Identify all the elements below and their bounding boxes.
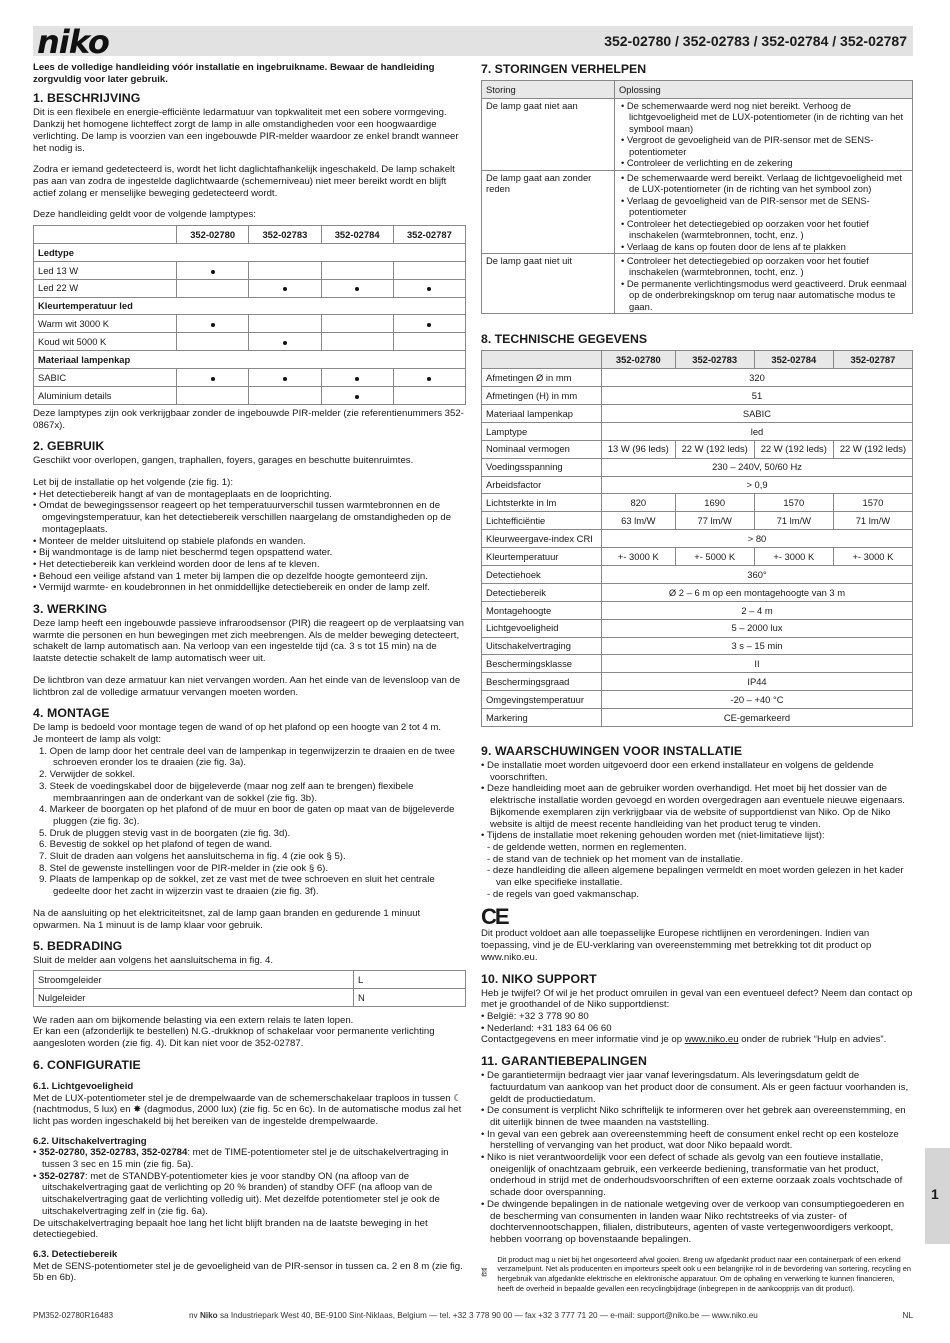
niko-website-link[interactable]: www.niko.eu <box>684 1034 739 1046</box>
table-row <box>482 440 913 458</box>
table-row <box>482 253 913 313</box>
row-value: L <box>354 970 466 988</box>
lamp-types-table <box>33 225 466 405</box>
bullet-dot-icon <box>211 323 215 327</box>
list-item: 9. Plaats de lampenkap op de sokkel, zet ze vast met de twee schroeven en sluit het centrale gedeelte door het zacht in wijzerzin vast te draaien (zie fig. 3f). <box>39 874 435 898</box>
list-item: • Controleer het detectiegebied op oorzaken voor het foutief inschakelen (warmtebronnen, tocht, enz. ) <box>621 254 869 278</box>
bullet-dot-icon <box>427 287 431 291</box>
table-header: 352-02780 <box>177 226 249 244</box>
row-label: Lichtsterkte in lm <box>482 494 602 512</box>
company-address: nv Niko sa Industriepark West 40, BE-9100 Sint-Niklaas, Belgium — tel. +32 3 778 90 00 — fax +32 3 777 71 20 — e-mail: support@niko.be — www.niko.eu <box>189 1311 758 1320</box>
group-row <box>34 297 466 315</box>
value-cell: 1570 <box>833 494 912 512</box>
page-footer <box>33 1311 913 1321</box>
table-header: 352-02784 <box>321 226 393 244</box>
value-cell: 320 <box>602 369 913 387</box>
row-label: Led 22 W <box>34 279 177 297</box>
value-cell: Ø 2 – 6 m op een montagehoogte van 3 m <box>602 583 913 601</box>
solution-cell <box>615 170 913 253</box>
table-row <box>482 530 913 548</box>
mark-cell <box>393 279 465 297</box>
paragraph: Heb je twijfel? Of wil je het product omruilen in geval van een eventueel defect? Neem dan contact op met je groothandel of de Niko supportdienst: <box>481 987 913 1011</box>
problem-cell: De lamp gaat aan zonder reden <box>482 170 615 253</box>
list-item: • Het detectiebereik kan verkleind worden door de lens af te kleven. <box>33 558 320 570</box>
value-cell: 77 lm/W <box>675 512 754 530</box>
table-row <box>482 619 913 637</box>
row-label: Nominaal vermogen <box>482 440 602 458</box>
mark-cell <box>177 279 249 297</box>
page-number-tab <box>925 1148 950 1244</box>
mark-cell <box>393 387 465 405</box>
row-label: Materiaal lampenkap <box>482 405 602 423</box>
mark-cell <box>321 315 393 333</box>
section-title: 2. GEBRUIK <box>33 439 105 454</box>
mark-cell <box>177 261 249 279</box>
section-title: 11. GARANTIEBEPALINGEN <box>481 1054 647 1069</box>
mark-cell <box>249 261 321 279</box>
mark-cell <box>249 315 321 333</box>
mark-cell <box>321 279 393 297</box>
niko-logo: niko <box>37 23 109 61</box>
paragraph: Zodra er iemand gedetecteerd is, wordt het licht daglichtafhankelijk ingeschakeld. De lamp schakelt pas aan van zodra de ingestelde daglichtwaarde (schemerniveau) niet meer bereikt wordt en blijft actief zolang er menselijke beweging gedetecteerd wordt. <box>33 164 455 199</box>
list-item: • Nederland: +31 183 64 06 60 <box>481 1022 612 1034</box>
row-label: Led 13 W <box>34 261 177 279</box>
value-cell: SABIC <box>602 405 913 423</box>
table-header: 352-02780 <box>602 351 676 369</box>
paragraph: Geschikt voor overlopen, gangen, traphallen, foyers, garages en beschutte buitenruimtes. <box>33 455 414 467</box>
row-label: Voedingsspanning <box>482 458 602 476</box>
usage-list <box>33 489 466 594</box>
bullet-dot-icon <box>355 377 359 381</box>
mark-cell <box>321 387 393 405</box>
paragraph: De uitschakelvertraging bepaalt hoe lang het licht blijft branden na de laatste beweging in het detectiegebied. <box>33 1217 428 1241</box>
list-item: • De dwingende bepalingen in de nationale wetgeving over de verkoop van consumptiegoederen en de bescherming van consumenten in landen waar Niko rechtstreeks of via zuster- of dochtervennootschappen, filialen, distributeurs, agenten of vaste vertegenwoordigers verkoopt, hebben voorrang op bovenstaande bepalingen. <box>481 1198 905 1245</box>
table-row <box>482 709 913 727</box>
row-label: Kleurweergave-index CRI <box>482 530 602 548</box>
troubleshooting-table <box>481 80 913 314</box>
row-label: Detectiebereik <box>482 583 602 601</box>
mark-cell <box>321 333 393 351</box>
paragraph: De lichtbron van deze armatuur kan niet vervangen worden. Aan het einde van de levensloop van de lichtbron zal de volledige armatuur vervangen moeten worden. <box>33 674 461 698</box>
value-cell: II <box>602 655 913 673</box>
subsection-title: 6.2. Uitschakelvertraging <box>33 1135 147 1147</box>
table-header <box>482 351 602 369</box>
table-row <box>482 422 913 440</box>
list-item: • Deze handleiding moet aan de gebruiker worden overhandigd. Het moet bij het dossier van de elektrische installatie worden gevoegd en worden overgedragen aan eventuele nieuwe eigenaars. Bijkomende exemplaren zijn verkrijgbaar via de website of supportdienst van Niko. Op de Niko website is altijd de meest recente handleiding van het product terug te vinden. <box>481 783 905 830</box>
value-cell: 22 W (192 leds) <box>833 440 912 458</box>
table-row <box>482 548 913 566</box>
value-cell: 2 – 4 m <box>602 601 913 619</box>
mark-cell <box>249 369 321 387</box>
value-cell: 71 lm/W <box>754 512 833 530</box>
mark-cell <box>177 369 249 387</box>
table-header: Oplossing <box>615 81 913 99</box>
list-item: • Controleer het detectiegebied op oorzaken voor het foutief inschakelen (warmtebronnen, tocht, enz. ) <box>621 217 869 241</box>
table-row <box>482 512 913 530</box>
bullet-dot-icon <box>211 377 215 381</box>
solution-cell <box>615 98 913 170</box>
list-item: • In geval van een gebrek aan overeenstemming heeft de consument enkel recht op een kosteloze herstelling of vervanging van het product, wat door Niko bepaald wordt. <box>481 1128 899 1152</box>
row-label: Afmetingen Ø in mm <box>482 369 602 387</box>
list-item: 7. Sluit de draden aan volgens het aansluitschema in fig. 4 (zie ook § 5). <box>39 851 346 863</box>
section-title: 4. MONTAGE <box>33 706 110 721</box>
mounting-steps <box>33 746 466 898</box>
row-label: Uitschakelvertraging <box>482 637 602 655</box>
table-row <box>482 458 913 476</box>
table-row <box>34 970 466 988</box>
problem-cell: De lamp gaat niet uit <box>482 253 615 313</box>
paragraph: Dit product voldoet aan alle toepasselijke Europese richtlijnen en verordeningen. Indien van toepassing, vind je de EU-verklaring van overeenstemming met betrekking tot dit product op www.niko.eu. <box>481 928 872 963</box>
table-header: 352-02787 <box>393 226 465 244</box>
document-code: PM352-02780R16483 <box>33 1311 114 1320</box>
row-label: Afmetingen (H) in mm <box>482 387 602 405</box>
table-row <box>482 691 913 709</box>
list-item: - deze handleiding die alleen algemene bepalingen vermeldt en moet worden gelezen in het kader van elke specifieke installatie. <box>487 865 904 889</box>
table-row <box>34 315 466 333</box>
table-row <box>482 637 913 655</box>
wiring-table <box>33 970 466 1007</box>
solution-cell <box>615 253 913 313</box>
solution-list <box>619 172 908 252</box>
value-cell: 820 <box>602 494 676 512</box>
value-cell: 3 s – 15 min <box>602 637 913 655</box>
section-title: 6. CONFIGURATIE <box>33 1057 141 1072</box>
left-column <box>33 62 466 1284</box>
weee-notice <box>481 1255 913 1294</box>
row-label: Arbeidsfactor <box>482 476 602 494</box>
list-item: • Behoud een veilige afstand van 1 meter bij lampen die op dezelfde hoogte gemonteerd zijn. <box>33 570 428 582</box>
value-cell: +- 3000 K <box>602 548 676 566</box>
table-row <box>482 566 913 584</box>
warnings-list <box>481 760 913 842</box>
table-row <box>34 333 466 351</box>
bullet-dot-icon <box>283 287 287 291</box>
row-label: Markering <box>482 709 602 727</box>
row-label: Nulgeleider <box>34 988 354 1006</box>
subsection-title: 6.1. Lichtgevoeligheid <box>33 1080 134 1092</box>
mark-cell <box>393 261 465 279</box>
list-item: • België: +32 3 778 90 80 <box>481 1010 589 1022</box>
value-cell: IP44 <box>602 673 913 691</box>
list-item: • De installatie moet worden uitgevoerd door een erkend installateur en volgens de geldende voorschriften. <box>481 760 874 783</box>
list-item: 2. Verwijder de sokkel. <box>39 769 135 781</box>
mark-cell <box>321 261 393 279</box>
value-cell: led <box>602 422 913 440</box>
list-item: • Monteer de melder uitsluitend op stabiele plafonds en wanden. <box>33 535 306 547</box>
row-label: Detectiehoek <box>482 566 602 584</box>
value-cell: -20 – +40 °C <box>602 691 913 709</box>
table-row <box>34 261 466 279</box>
technical-data-table <box>481 350 913 727</box>
value-cell: 230 – 240V, 50/60 Hz <box>602 458 913 476</box>
value-cell: +- 3000 K <box>754 548 833 566</box>
table-row <box>34 279 466 297</box>
mark-cell <box>393 333 465 351</box>
page-number: 1 <box>931 1186 939 1202</box>
paragraph: Met de SENS-potentiometer stel je de gevoeligheid van de PIR-sensor in tussen ca. 2 en 8 m (zie fig. 5b en 6b). <box>33 1260 463 1284</box>
list-item: • De consument is verplicht Niko schriftelijk te informeren over het gebrek aan overeenstemming, en dit uiterlijk binnen de twee maanden na vaststelling. <box>481 1105 906 1128</box>
table-row <box>482 655 913 673</box>
right-column <box>481 62 913 1293</box>
mark-cell <box>249 333 321 351</box>
bullet-dot-icon <box>355 287 359 291</box>
value-cell: 360° <box>602 566 913 584</box>
ce-mark-icon: CE <box>481 904 508 930</box>
paragraph: Let bij de installatie op het volgende (zie fig. 1): <box>33 477 233 489</box>
value-cell: > 0,9 <box>602 476 913 494</box>
row-label: Montagehoogte <box>482 601 602 619</box>
paragraph: Contactgegevens en meer informatie vind je op www.niko.eu onder de rubriek “Hulp en advies”. <box>481 1034 887 1046</box>
group-label: Materiaal lampenkap <box>34 351 466 369</box>
paragraph: Dit is een flexibele en energie-efficiënte ledarmatuur van topkwaliteit met een sobere vormgeving. Dankzij het homogene lichteffect zorgt de lamp in alle omstandigheden voor een hoogwaardige verlichting. De lamp is voorzien van een ingebouwde PIR-melder waardoor ze enkel brandt wanneer het nodig is. <box>33 107 459 154</box>
section-title: 8. TECHNISCHE GEGEVENS <box>481 332 648 347</box>
value-cell: 71 lm/W <box>833 512 912 530</box>
table-row <box>34 988 466 1006</box>
mark-cell <box>321 369 393 387</box>
mark-cell <box>393 315 465 333</box>
group-label: Ledtype <box>34 243 466 261</box>
mark-cell <box>177 387 249 405</box>
mark-cell <box>249 279 321 297</box>
bullet-dot-icon <box>355 395 359 399</box>
product-references: 352-02780 / 352-02783 / 352-02784 / 352-02787 <box>604 33 907 49</box>
subsection-title: 6.3. Detectiebereik <box>33 1248 118 1260</box>
row-label: Kleurtemperatuur <box>482 548 602 566</box>
paragraph: Deze handleiding geldt voor de volgende lamptypes: <box>33 209 256 221</box>
paragraph: Deze lamp heeft een ingebouwde passieve infraroodsensor (PIR) die reageert op de verplaatsing van warmte die personen en hun bewegingen met zich meebrengen. Als de melder beweging detecteert, schakelt de lamp automatisch aan. Na verloop van een ingestelde tijd (ca. 3 s tot 15 min) na de laatste detectie schakelt de lamp automatisch weer uit. <box>33 618 464 665</box>
table-row <box>482 405 913 423</box>
list-item: 6. Bevestig de sokkel op het plafond of tegen de wand. <box>39 839 273 851</box>
list-item: 5. Druk de pluggen stevig vast in de boorgaten (zie fig. 3d). <box>39 827 291 839</box>
list-item: 8. Stel de gewenste instellingen voor de PIR-melder in (zie ook § 6). <box>39 862 329 874</box>
table-row <box>482 98 913 170</box>
page-header <box>33 23 913 61</box>
group-label: Kleurtemperatuur led <box>34 297 466 315</box>
table-row <box>34 387 466 405</box>
value-cell: > 80 <box>602 530 913 548</box>
weee-text: Dit product mag u niet bij het ongesorteerd afval gooien. Breng uw afgedankt product naar een containerpark of een erkend verzamelpunt. Net als producenten en importeurs speelt ook u een belangrijke rol in de bevordering van sortering, recycling en hergebruik van afgedankte elektrische en elektronische apparatuur. Om de ophaling en verwerking te kunnen financieren, heeft de overheid in bepaalde gevallen een recyclingbijdrage (inbegrepen in de aankoopprijs van dit product). <box>497 1254 912 1293</box>
table-row <box>482 673 913 691</box>
value-cell: +- 3000 K <box>833 548 912 566</box>
row-label: Aluminium details <box>34 387 177 405</box>
list-item: - de regels van goed vakmanschap. <box>487 888 640 900</box>
delay-list <box>33 1147 466 1217</box>
paragraph: We raden aan om bijkomende belasting via een extern relais te laten lopen. <box>33 1014 354 1026</box>
value-cell: 5 – 2000 lux <box>602 619 913 637</box>
table-row <box>482 387 913 405</box>
row-label: Lichtefficiëntie <box>482 512 602 530</box>
list-item: • Vergroot de gevoeligheid van de PIR-sensor met de SENS-potentiometer <box>621 134 874 157</box>
list-item: • Het detectiebereik hangt af van de montageplaats en de looprichting. <box>33 488 332 500</box>
section-title: 10. NIKO SUPPORT <box>481 971 597 986</box>
row-label: Lichtgevoeligheid <box>482 619 602 637</box>
paragraph: Met de LUX-potentiometer stel je de drempelwaarde van de schemerschakelaar traploos in tussen ☾ (nachtmodus, 5 lux) en ✸ (dagmodus, 2000 lux) (zie fig. 5c en 6c). In de automatische modus zal het licht pas worden ingeschakeld bij het bereiken van de ingestelde drempelwaarde. <box>33 1092 462 1127</box>
bullet-dot-icon <box>427 323 431 327</box>
list-item: - de stand van de techniek op het moment van de installatie. <box>487 853 744 865</box>
list-item: • Vermijd warmte- en koudebronnen in het onmiddellijke detectiebereik en onder de lamp zelf. <box>33 582 430 594</box>
list-item: • 352-02787: met de STANDBY-potentiometer kies je voor standby ON (na afloop van de uitschakelvertraging gaat de verlichting op 20 % branden) of standby OFF (na afloop van de uitschakelvertraging gaat de verlichting volledig uit). Met dezelfde potentiometer stel je ook de uitschakelvertraging zelf in (zie fig. 6a). <box>33 1170 440 1217</box>
list-item: 4. Markeer de boorgaten op het plafond of de muur en boor de gaten op maat van de bijgeleverde pluggen (zie fig. 3c). <box>39 804 455 827</box>
row-label: Beschermingsklasse <box>482 655 602 673</box>
value-cell: 22 W (192 leds) <box>675 440 754 458</box>
table-header <box>34 226 177 244</box>
mark-cell <box>393 369 465 387</box>
bullet-dot-icon <box>283 377 287 381</box>
list-item: • De schemerwaarde werd bereikt. Verlaag de lichtgevoeligheid met de LUX-potentiometer (in de richting van het symbool zon) <box>621 171 903 195</box>
considerations-list <box>481 842 913 901</box>
value-cell: 63 lm/W <box>602 512 676 530</box>
paragraph: Er kan een (afzonderlijk te bestellen) N.G.-drukknop of schakelaar voor permanente verlichting aangesloten worden (zie fig. 4). Dit kan niet voor de 352-02787. <box>33 1026 435 1050</box>
list-item: • De permanente verlichtingsmodus werd geactiveerd. Druk eenmaal op de onderbrekingsknop om terug naar automatische modus te gaan. <box>621 277 907 312</box>
list-item: • Verlaag de gevoeligheid van de PIR-sensor met de SENS-potentiometer <box>621 194 870 218</box>
table-header: 352-02784 <box>754 351 833 369</box>
list-item: - de geldende wetten, normen en reglementen. <box>487 841 687 853</box>
bullet-dot-icon <box>283 341 287 345</box>
section-title: 5. BEDRADING <box>33 939 123 954</box>
table-row <box>482 170 913 253</box>
value-cell: CE-gemarkeerd <box>602 709 913 727</box>
table-header: 352-02783 <box>675 351 754 369</box>
table-header: Storing <box>482 81 615 99</box>
mark-cell <box>249 387 321 405</box>
section-title: 3. WERKING <box>33 602 108 617</box>
bullet-dot-icon <box>211 270 215 274</box>
paragraph: De lamp is bedoeld voor montage tegen de wand of op het plafond op een hoogte van 2 tot 4 m. <box>33 722 442 734</box>
table-header: 352-02783 <box>249 226 321 244</box>
value-cell: +- 5000 K <box>675 548 754 566</box>
section-title: 7. STORINGEN VERHELPEN <box>481 62 647 76</box>
problem-cell: De lamp gaat niet aan <box>482 98 615 170</box>
list-item: • Omdat de bewegingssensor reageert op het temperatuurverschil tussen warmtebronnen en de omgevingstemperatuur, kan het detectiebereik verschillen naargelang de omstandigheden op de montageplaats. <box>33 500 452 535</box>
solution-list <box>619 255 908 312</box>
value-cell: 51 <box>602 387 913 405</box>
group-row <box>34 243 466 261</box>
mark-cell <box>177 315 249 333</box>
table-row <box>482 601 913 619</box>
list-item: • Tijdens de installatie moet rekening gehouden worden met (niet-limitatieve lijst): <box>481 830 825 842</box>
solution-list <box>619 100 908 169</box>
crossed-bin-icon <box>481 1255 487 1289</box>
list-item: 1. Open de lamp door het centrale deel van de lampenkap in tegenwijzerzin te draaien en de twee schroeven eronder los te draaien (zie fig. 3a). <box>39 745 455 769</box>
value-cell: 13 W (96 leds) <box>602 440 676 458</box>
bullet-dot-icon <box>427 377 431 381</box>
paragraph: Na de aansluiting op het elektriciteitsnet, zal de lamp gaan branden en gedurende 1 minuut opwarmen. Na 1 minuut is de lamp klaar voor gebruik. <box>33 907 421 931</box>
language-code: NL <box>902 1311 913 1320</box>
row-value: N <box>354 988 466 1006</box>
row-label: Koud wit 5000 K <box>34 333 177 351</box>
list-item: 3. Steek de voedingskabel door de bijgeleverde (maar nog zelf aan te brengen) flexibele membraanringen aan de onderkant van de sokkel (zie fig. 3b). <box>39 780 414 804</box>
value-cell: 22 W (192 leds) <box>754 440 833 458</box>
row-label: Warm wit 3000 K <box>34 315 177 333</box>
row-label: Lamptype <box>482 422 602 440</box>
group-row <box>34 351 466 369</box>
paragraph: Je monteert de lamp als volgt: <box>33 734 161 745</box>
list-item: • De garantietermijn bedraagt vier jaar vanaf leveringsdatum. Als leveringsdatum geldt de factuurdatum van aankoop van het product door de consument. Als er geen factuur voorhanden is, geldt de productiedatum. <box>481 1070 909 1105</box>
row-label: Beschermingsgraad <box>482 673 602 691</box>
table-row <box>482 583 913 601</box>
paragraph: Deze lamptypes zijn ook verkrijgbaar zonder de ingebouwde PIR-melder (zie referentienummers 352-0867x). <box>33 407 464 431</box>
mark-cell <box>177 333 249 351</box>
list-item: • Niko is niet verantwoordelijk voor een defect of schade als gevolg van een foutieve installatie, oneigenlijk of onachtzaam gebruik, een verkeerde bediening, transformatie van het product, onderhoud in strijd met de onderhoudsvoorschriften of een externe oorzaak zoals vochtschade of schade door overspanning. <box>481 1152 903 1199</box>
paragraph: Sluit de melder aan volgens het aansluitschema in fig. 4. <box>33 955 273 967</box>
table-row <box>482 494 913 512</box>
list-item: • 352-02780, 352-02783, 352-02784: met de TIME-potentiometer stel je de uitschakelvertraging in tussen 3 sec en 15 min (zie fig. 5a). <box>33 1147 449 1171</box>
row-label: Omgevingstemperatuur <box>482 691 602 709</box>
support-list <box>481 1011 913 1034</box>
list-item: • Verlaag de kans op fouten door de lens af te plakken <box>621 240 846 252</box>
value-cell: 1570 <box>754 494 833 512</box>
list-item: • De schemerwaarde werd nog niet bereikt. Verhoog de lichtgevoeligheid met de LUX-potentiometer (in de richting van het symbool maan) <box>621 99 904 134</box>
section-title: 9. WAARSCHUWINGEN VOOR INSTALLATIE <box>481 744 743 759</box>
table-header: 352-02787 <box>833 351 912 369</box>
list-item: • Controleer de verlichting en de zekering <box>621 157 793 169</box>
list-item: • Bij wandmontage is de lamp niet beschermd tegen opspattend water. <box>33 547 333 559</box>
row-label: SABIC <box>34 369 177 387</box>
table-row <box>482 369 913 387</box>
row-label: Stroomgeleider <box>34 970 354 988</box>
table-row <box>482 476 913 494</box>
table-row <box>34 369 466 387</box>
value-cell: 1690 <box>675 494 754 512</box>
intro-text: Lees de volledige handleiding vóór installatie en ingebruikname. Bewaar de handleiding zorgvuldig voor later gebruik. <box>33 62 435 85</box>
section-title: 1. BESCHRIJVING <box>33 91 141 106</box>
warranty-list <box>481 1070 913 1246</box>
